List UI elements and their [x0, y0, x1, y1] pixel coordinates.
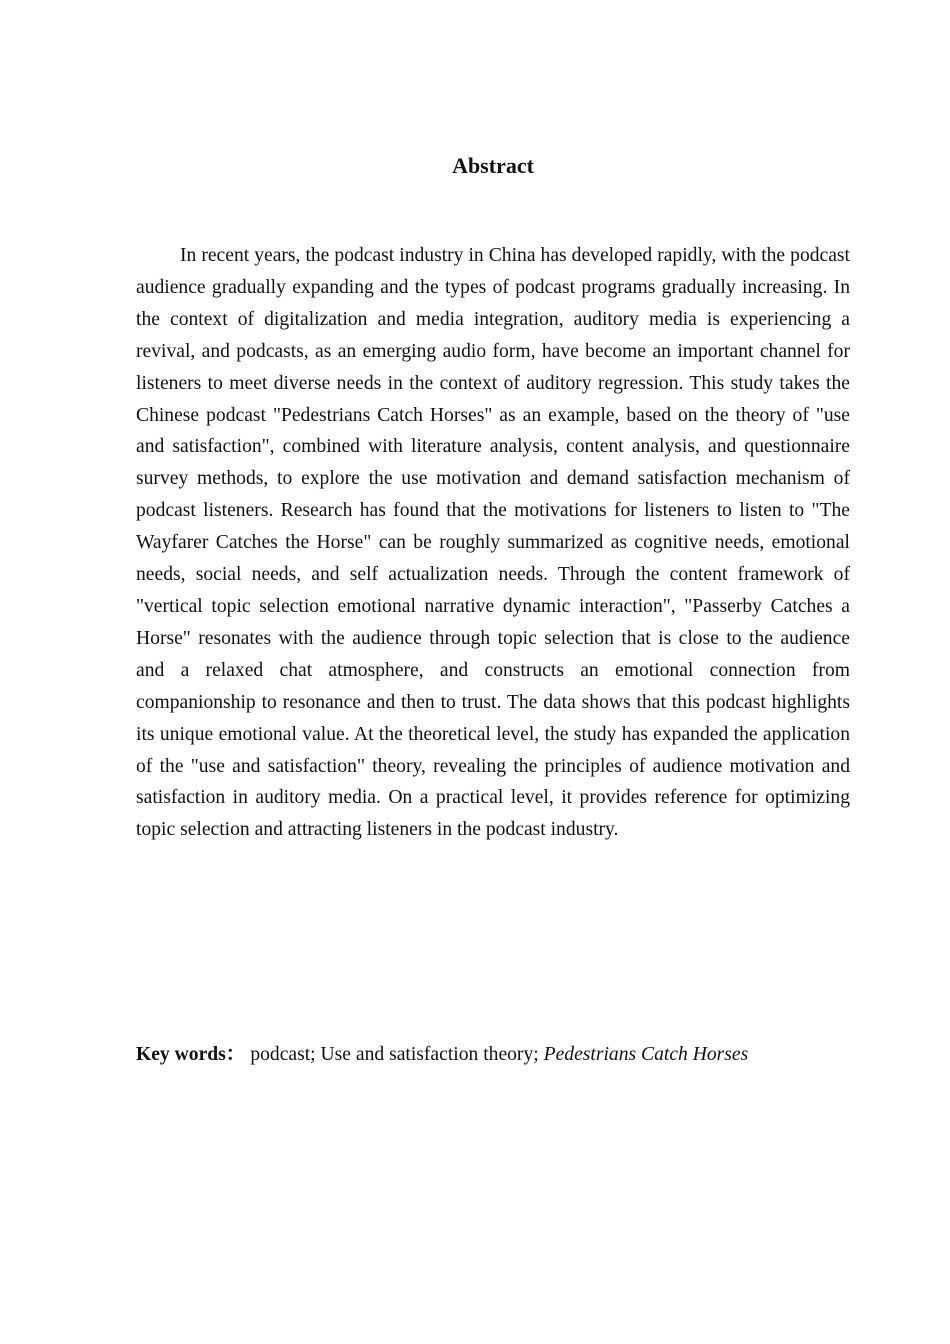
- keywords-label: Key words：: [136, 1044, 246, 1065]
- abstract-paragraph: In recent years, the podcast industry in China has developed rapidly, with the podcast audience gradually expanding and the types of podcast programs gradually increasing. In the context of digitalization and media integration, auditory media is experiencing a revival, and podcasts, as an emerging audio form, have become an important channel for listeners to meet diverse needs in the context of auditory regression. This study takes the Chinese podcast "Pedestrians Catch Horses" as an example, based on the theory of "use and satisfaction", combined with literature analysis, content analysis, and questionnaire survey methods, to explore the use motivation and demand satisfaction mechanism of podcast listeners. Research has found that the motivations for listeners to listen to "The Wayfarer Catches the Horse" can be roughly summarized as cognitive needs, emotional needs, social needs, and self actualization needs. Through the content framework of "vertical topic selection emotional narrative dynamic interaction", "Passerby Catches a Horse" resonates with the audience through topic selection that is close to the audience and a relaxed chat atmosphere, and constructs an emotional connection from companionship to resonance and then to trust. The data shows that this podcast highlights its unique emotional value. At the theoretical level, the study has expanded the application of the "use and satisfaction" theory, revealing the principles of audience motivation and satisfaction in auditory media. On a practical level, it provides reference for optimizing topic selection and attracting listeners in the podcast industry.: [136, 245, 850, 841]
- keywords-line: [136, 1039, 850, 1071]
- abstract-title: Abstract: [452, 153, 534, 178]
- keywords-italic: Pedestrians Catch Horses: [543, 1044, 749, 1065]
- keywords-plain: podcast; Use and satisfaction theory;: [250, 1044, 539, 1065]
